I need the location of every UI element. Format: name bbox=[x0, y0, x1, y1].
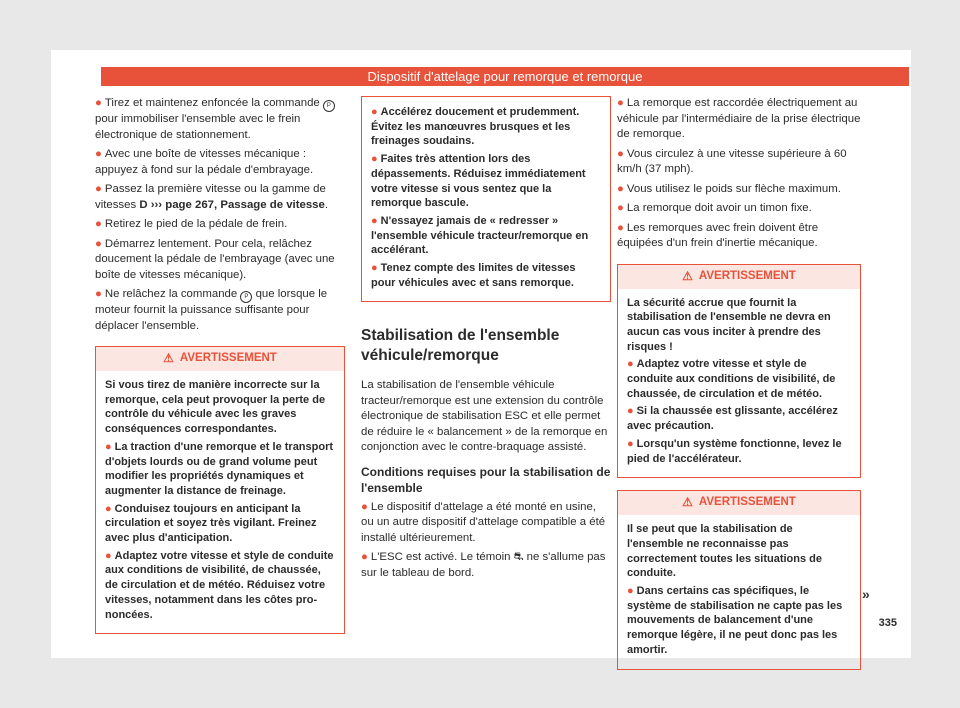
warning-body: Il se peut que la stabilisation de l'ensemble ne reconnaisse pas correctement toutes les situations de conduite. ● Dans certains cas spécifiques, le système de stabilisation ne capte pas les mouvements de balancement d'une remorque légère, il ne peut donc pas les amortir. bbox=[618, 515, 860, 668]
esc-icon: ⛐ bbox=[513, 551, 524, 564]
list-item: ● Retirez le pied de la pédale de frein. bbox=[95, 218, 288, 230]
list-item: ● Avec une boîte de vitesses mécanique : appuyez à fond sur la pédale d'embrayage. bbox=[95, 148, 314, 176]
column-1 bbox=[95, 96, 345, 634]
list-item: ● N'essayez jamais de « redresser » l'ensemble véhicule tracteur/remorque en accélérant. bbox=[371, 214, 589, 257]
warning-body: Si vous tirez de manière incorrecte sur la remorque, cela peut provoquer la perte de contrôle du véhicule avec les graves conséquences correspondantes. ● La traction d'une remorque et le transport d'objets lourds ou de grand volume peut modifier les propriétés dynamiques et augmenter la distance de freinage. ● Conduisez toujours en anticipant la circulation et soyez très vigilant. Freinez avec plus d'anticipation. ● Adaptez votre vitesse et style de conduite aux conditions de visibilité, de chaussée, de circulation et de météo. Réduisez votre vitesses, notamment dans les côtes pro-noncées. bbox=[105, 379, 334, 621]
list-item: ● Adaptez votre vitesse et style de conduite aux conditions de visibilité, de chaussée, de circulation et de météo. bbox=[627, 358, 836, 400]
list-item: ● L'ESC est activé. Le témoin ⛐ ne s'allume pas sur le tableau de bord. bbox=[361, 551, 606, 579]
warning-body bbox=[362, 97, 610, 301]
warning-box bbox=[617, 490, 861, 669]
list-item: ● Passez la première vitesse ou la gamme de vitesses D ››› page 267, Passage de vitesse. bbox=[95, 183, 329, 211]
list-item: ● La remorque est raccordée électriquement au véhicule par l'intermédiaire de la prise électrique de remorque. bbox=[617, 97, 861, 140]
list-item: ● La remorque doit avoir un timon fixe. bbox=[617, 202, 812, 214]
warning-box bbox=[95, 346, 345, 634]
warning-box bbox=[617, 264, 861, 479]
warning-box-continued bbox=[361, 96, 611, 302]
warning-header: ⚠ AVERTISSEMENT bbox=[96, 347, 344, 371]
page-reference-link[interactable]: D ››› page 267, Passage de vitesse bbox=[139, 198, 325, 211]
list-item: ● Dans certains cas spécifiques, le système de stabilisation ne capte pas les mouvements de balancement d'une remorque légère, il ne peut donc pas les amortir. bbox=[627, 585, 843, 656]
list-item: ● Conduisez toujours en anticipant la circulation et soyez très vigilant. Freinez avec plus d'anticipation. bbox=[105, 502, 317, 545]
warning-header: ⚠ AVERTISSEMENT bbox=[618, 491, 860, 515]
column-3 bbox=[617, 96, 861, 670]
section-title: Stabilisation de l'ensemble véhicule/remorque bbox=[361, 327, 560, 365]
list-item: ● Accélérez doucement et prudemment. Évitez les manœuvres brusques et les freinages soudains. bbox=[371, 106, 580, 148]
list-item: ● Lorsqu'un système fonctionne, levez le pied de l'accélérateur. bbox=[627, 437, 842, 465]
warning-header: ⚠ AVERTISSEMENT bbox=[618, 265, 860, 289]
list-item: ● Vous circulez à une vitesse supérieure à 60 km/h (37 mph). bbox=[617, 147, 847, 175]
parking-brake-icon: P bbox=[240, 291, 252, 303]
column-2 bbox=[361, 96, 611, 585]
warning-triangle-icon: ⚠ bbox=[682, 268, 693, 283]
list-item: ● Si la chaussée est glissante, accélérez avec précaution. bbox=[627, 405, 838, 433]
manual-page bbox=[51, 50, 911, 658]
list-item: ● Le dispositif d'attelage a été monté en usine, ou un autre dispositif d'attelage compatible a été installé ultérieurement. bbox=[361, 500, 606, 544]
list-item: ● Faites très attention lors des dépassements. Réduisez immédiatement votre vitesse si vous sentez que la remorque bascule. bbox=[371, 153, 586, 210]
section-text: La stabilisation de l'ensemble véhicule tracteur/remorque est une extension du contrôle électronique de stabilisation ESC et elle permet de réduire le « balancement » de la remorque en conjonction avec le contre-braquage assisté. bbox=[361, 379, 608, 454]
list-item: ● Ne relâchez la commande P que lorsque le moteur fournit la puissance suffisante pour déplacer l'ensemble. bbox=[95, 288, 328, 332]
list-item: ● Vous utilisez le poids sur flèche maximum. bbox=[617, 182, 841, 195]
warning-body: La sécurité accrue que fournit la stabilisation de l'ensemble ne devra en aucun cas vous inciter à prendre des risques ! ● Adaptez votre vitesse et style de conduite aux conditions de visibilité, de chaussée, de circulation et de météo. ● Si la chaussée est glissante, accélérez avec précaution. ● Lorsqu'un système fonctionne, levez le pied de l'accélérateur. bbox=[618, 289, 860, 478]
list-item: ● Les remorques avec frein doivent être équipées d'un frein d'inertie mécanique. bbox=[617, 221, 819, 249]
list-item: ● Tirez et maintenez enfoncée la commande P pour immobiliser l'ensemble avec le frein électronique de stationnement. bbox=[95, 96, 345, 143]
list-item: ● La traction d'une remorque et le transport d'objets lourds ou de grand volume peut modifier les propriétés dynamiques et augmenter la distance de freinage. bbox=[105, 440, 334, 497]
list-item: ● Démarrez lentement. Pour cela, relâchez doucement la pédale de l'embrayage (avec une boîte de vitesses mécanique). bbox=[95, 237, 335, 281]
page-number: 335 bbox=[878, 617, 897, 629]
subheading: Conditions requises pour la stabilisation de l'ensemble bbox=[361, 464, 611, 495]
warning-triangle-icon: ⚠ bbox=[163, 351, 174, 366]
list-item: ● Adaptez votre vitesse et style de conduite aux conditions de visibilité, de chaussée, de circulation et de météo. Réduisez votre vitesses, notamment dans les côtes pro-noncées. bbox=[105, 549, 334, 621]
page-header: Dispositif d'attelage pour remorque et remorque bbox=[101, 67, 909, 86]
continue-marker: » bbox=[862, 586, 870, 602]
list-item: ● Tenez compte des limites de vitesses pour véhicules avec et sans remorque. bbox=[371, 262, 576, 289]
parking-brake-icon: P bbox=[323, 100, 335, 112]
warning-triangle-icon: ⚠ bbox=[682, 495, 693, 510]
